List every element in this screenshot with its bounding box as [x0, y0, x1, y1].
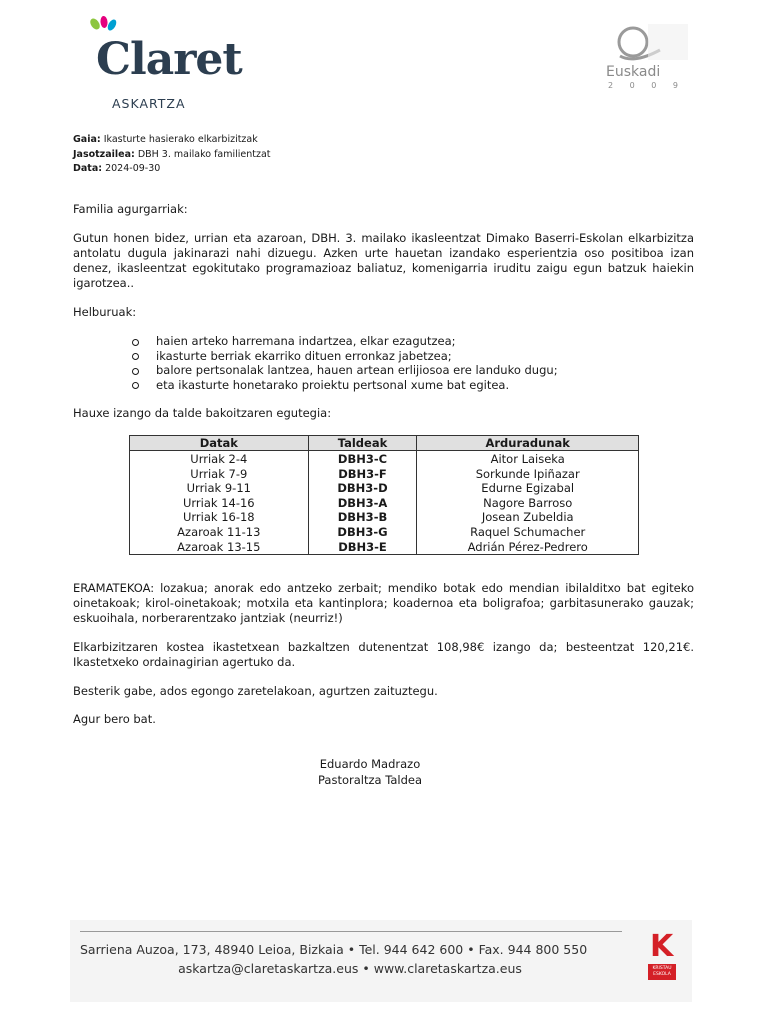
- schedule-intro: Hauxe izango da talde bakoitzaren egutegia:: [73, 406, 332, 420]
- list-item: eta ikasturte honetarako proiektu pertsonal xume bat egitea.: [73, 378, 633, 393]
- meta-date: Data: 2024-09-30: [73, 163, 161, 174]
- euskadi-year: 2 0 0 9: [608, 81, 685, 90]
- table-row: Azaroak 13-15 DBH3-E Adrián Pérez-Pedrero: [130, 540, 639, 555]
- table-row: Urriak 16-18 DBH3-B Josean Zubeldia: [130, 510, 639, 525]
- cost-line-2: Ikastetxeko ordainagirian agertuko da.: [73, 655, 296, 669]
- table-row: Azaroak 11-13 DBH3-G Raquel Schumacher: [130, 525, 639, 540]
- q-emblem-icon: [600, 20, 690, 64]
- bullet-icon: [132, 339, 139, 346]
- footer-address: Sarriena Auzoa, 173, 48940 Leioa, Bizkaia • Tel. 944 642 600 • Fax. 944 800 550: [80, 942, 588, 957]
- bullet-icon: [132, 368, 139, 375]
- bullet-icon: [132, 382, 139, 389]
- kristau-eskola-logo: [646, 930, 678, 980]
- meta-subject: Gaia: Ikasturte hasierako elkarbizitzak: [73, 134, 258, 145]
- signature-name: Eduardo Madrazo: [319, 757, 421, 771]
- table-row: Urriak 14-16 DBH3-A Nagore Barroso: [130, 496, 639, 511]
- closing-paragraph: Besterik gabe, ados egongo zaretelakoan, agurtzen zaituztegu.: [73, 684, 438, 698]
- list-item: balore pertsonalak lantzea, hauen artean erlijiosoa ere landuko dugu;: [73, 363, 633, 378]
- k-badge-icon: K: [650, 929, 674, 964]
- kristau-eskola-badge: KRISTAU ESKOLA: [648, 964, 676, 980]
- cost-line-1: Elkarbizitzaren kostea ikastetxean bazkaltzen dutenentzat 108,98€ izango da; besteentzat 120,21€.: [73, 640, 694, 654]
- bring-paragraph: ERAMATEKOA: lozakua; anorak edo antzeko zerbait; mendiko botak edo mendian ibilalditxo bat egiteko oinetakoak; kirol-oinetakoak; motxila eta kantinplora; koadernoa eta boligrafoa; garbitasunerako gauzak; eskuoihala, norberarentzako jantziak (neurriz!): [73, 581, 694, 625]
- list-item: haien arteko harremana indartzea, elkar ezagutzea;: [73, 334, 633, 349]
- table-header-row: [130, 436, 639, 451]
- signature-role: Pastoraltza Taldea: [317, 772, 422, 787]
- bullet-icon: [132, 353, 139, 360]
- goals-title: Helburuak:: [73, 305, 137, 319]
- column-header-dates: Datak: [130, 436, 309, 451]
- column-header-responsibles: Arduradunak: [417, 436, 639, 451]
- euskadi-quality-logo: [600, 20, 690, 92]
- farewell: Agur bero bat.: [73, 712, 156, 726]
- meta-recipient: Jasotzailea: DBH 3. mailako familientzat: [73, 148, 271, 160]
- signature-block: [230, 757, 510, 788]
- greeting: Familia agurgarriak:: [73, 202, 188, 216]
- goals-list: [73, 334, 633, 392]
- column-header-groups: Taldeak: [308, 436, 417, 451]
- footer-divider: [80, 931, 622, 932]
- claret-wordmark: Claret: [96, 34, 242, 85]
- letter-meta: [73, 133, 271, 177]
- schedule-table: [129, 435, 639, 555]
- intro-paragraph: Gutun honen bidez, urrian eta azaroan, DBH. 3. mailako ikasleentzat Dimako Baserri-Eskolan elkarbizitza antolatu dugula jakinarazi nahi dizuegu. Azken urte hauetan izandako esperientzia oso positiboa izan denez, ikasleentzat egokitutako programazioaz baliatuz, komenigarria iruditu zaigu egun batzuk haiekin igarotzea..: [73, 231, 694, 290]
- claret-subtitle: ASKARTZA: [112, 96, 186, 111]
- footer-contact: askartza@claretaskartza.eus • www.claretaskartza.eus: [178, 961, 522, 976]
- list-item: ikasturte berriak ekarriko dituen erronkaz jabetzea;: [73, 349, 633, 364]
- table-row: Urriak 2-4 DBH3-C Aitor Laiseka: [130, 451, 639, 467]
- table-row: Urriak 7-9 DBH3-F Sorkunde Ipiñazar: [130, 467, 639, 482]
- euskadi-wordmark: Euskadi: [606, 64, 661, 80]
- claret-logo: [88, 16, 242, 111]
- table-row: Urriak 9-11 DBH3-D Edurne Egizabal: [130, 481, 639, 496]
